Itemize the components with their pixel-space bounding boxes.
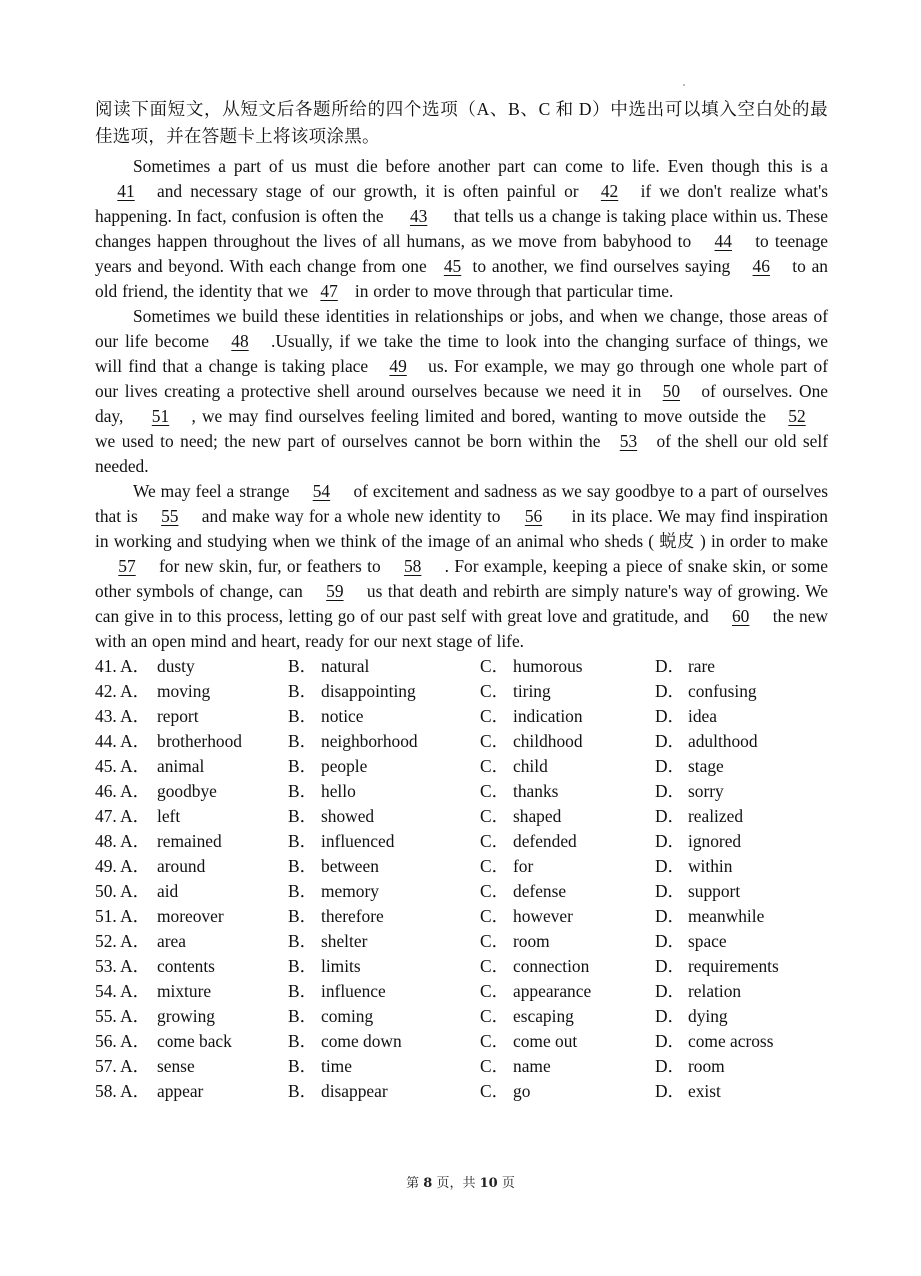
blank-42: 42	[600, 181, 619, 201]
blank-45: 45	[443, 256, 462, 276]
question-options-row	[95, 1004, 828, 1029]
option-letter-d: D．	[655, 1056, 685, 1076]
question-number: 52. A．	[95, 931, 151, 951]
question-options-row	[95, 829, 828, 854]
option-letter-b: B．	[288, 1081, 317, 1101]
option-letter-c: C．	[480, 931, 509, 951]
option-c: shaped	[513, 806, 562, 826]
option-d: dying	[688, 1006, 728, 1026]
option-d: support	[688, 881, 741, 901]
passage-text: in order to move through that particular time.	[350, 281, 674, 301]
option-b: therefore	[321, 906, 384, 926]
option-letter-c: C．	[480, 856, 509, 876]
option-letter-d: D．	[655, 831, 685, 851]
blank-44: 44	[714, 231, 732, 251]
option-letter-c: C．	[480, 756, 509, 776]
option-a: around	[157, 856, 206, 876]
option-letter-d: D．	[655, 881, 685, 901]
option-letter-c: C．	[480, 1031, 509, 1051]
question-options-row	[95, 804, 828, 829]
question-number: 50. A．	[95, 881, 151, 901]
option-letter-b: B．	[288, 706, 317, 726]
question-options-row	[95, 1054, 828, 1079]
option-c: tiring	[513, 681, 551, 701]
option-a: animal	[157, 756, 205, 776]
option-c: room	[513, 931, 550, 951]
page-number: 8	[423, 1176, 433, 1191]
option-d: confusing	[688, 681, 757, 701]
question-options-row	[95, 729, 828, 754]
passage-text: . For example, keeping a piece of snake skin, or some other symbols of change, can	[95, 556, 828, 601]
question-options-row	[95, 854, 828, 879]
passage-text: of the shell our old self needed.	[95, 431, 828, 476]
option-letter-b: B．	[288, 981, 317, 1001]
option-letter-c: C．	[480, 681, 509, 701]
option-b: between	[321, 856, 379, 876]
blank-46: 46	[752, 256, 770, 276]
option-letter-d: D．	[655, 981, 685, 1001]
option-c: appearance	[513, 981, 592, 1001]
option-letter-d: D．	[655, 806, 685, 826]
option-letter-d: D．	[655, 1081, 685, 1101]
option-letter-c: C．	[480, 781, 509, 801]
blank-53: 53	[619, 431, 638, 451]
option-c: humorous	[513, 656, 583, 676]
option-letter-b: B．	[288, 1056, 317, 1076]
option-letter-c: C．	[480, 1006, 509, 1026]
option-a: brotherhood	[157, 731, 243, 751]
blank-57: 57	[118, 556, 136, 576]
option-b: showed	[321, 806, 375, 826]
option-b: limits	[321, 956, 361, 976]
option-b: memory	[321, 881, 379, 901]
option-b: disappear	[321, 1081, 388, 1101]
question-number: 41. A．	[95, 656, 151, 676]
option-letter-d: D．	[655, 931, 685, 951]
question-options-row	[95, 1079, 828, 1104]
option-c: thanks	[513, 781, 559, 801]
option-a: appear	[157, 1081, 204, 1101]
option-letter-d: D．	[655, 1031, 685, 1051]
option-d: exist	[688, 1081, 721, 1101]
blank-41: 41	[117, 181, 135, 201]
question-options-row	[95, 979, 828, 1004]
option-letter-b: B．	[288, 781, 317, 801]
option-c: defense	[513, 881, 567, 901]
blank-49: 49	[389, 356, 407, 376]
option-d: space	[688, 931, 727, 951]
question-number: 45. A．	[95, 756, 151, 776]
option-c: child	[513, 756, 548, 776]
question-number: 53. A．	[95, 956, 151, 976]
option-b: coming	[321, 1006, 374, 1026]
option-c: childhood	[513, 731, 583, 751]
option-letter-b: B．	[288, 1006, 317, 1026]
blank-43: 43	[409, 206, 428, 226]
option-letter-d: D．	[655, 706, 685, 726]
option-c: for	[513, 856, 534, 876]
option-c: escaping	[513, 1006, 574, 1026]
option-b: shelter	[321, 931, 368, 951]
option-letter-b: B．	[288, 856, 317, 876]
option-b: people	[321, 756, 368, 776]
option-a: moreover	[157, 906, 224, 926]
blank-54: 54	[312, 481, 331, 501]
blank-55: 55	[161, 506, 179, 526]
option-letter-c: C．	[480, 956, 509, 976]
option-a: left	[157, 806, 181, 826]
page-footer: 第 8 页，共 10 页	[406, 1176, 515, 1191]
option-b: influence	[321, 981, 386, 1001]
blank-59: 59	[326, 581, 344, 601]
passage-paragraph	[95, 304, 828, 479]
passage-text: that tells us a change is taking place within us. These changes happen throughout the lives of all humans, as we move from babyhood to	[95, 206, 828, 251]
option-d: rare	[688, 656, 716, 676]
option-letter-b: B．	[288, 956, 317, 976]
question-options-row	[95, 879, 828, 904]
question-number: 51. A．	[95, 906, 151, 926]
passage-text: to teenage years and beyond. With each change from one	[95, 231, 828, 276]
option-d: sorry	[688, 781, 724, 801]
passage-text: to another, we find ourselves saying	[472, 256, 731, 276]
passage-text: Sometimes a part of us must die before another part can come to life. Even though this is a	[133, 156, 828, 176]
option-d: adulthood	[688, 731, 758, 751]
passage-text: of ourselves. One day,	[95, 381, 828, 426]
option-letter-b: B．	[288, 931, 317, 951]
passage-text: us that death and rebirth are simply nature's way of growing. We can give in to this process, letting go of our past self with great love and gratitude, and	[95, 581, 829, 626]
option-letter-b: B．	[288, 881, 317, 901]
option-b: notice	[321, 706, 364, 726]
option-letter-b: B．	[288, 1031, 317, 1051]
blank-56: 56	[524, 506, 543, 526]
question-options-row	[95, 754, 828, 779]
option-a: goodbye	[157, 781, 217, 801]
option-letter-d: D．	[655, 656, 685, 676]
question-number: 56. A．	[95, 1031, 151, 1051]
question-number: 48. A．	[95, 831, 151, 851]
question-options-row	[95, 779, 828, 804]
option-d: within	[688, 856, 733, 876]
question-options-row	[95, 679, 828, 704]
option-letter-b: B．	[288, 681, 317, 701]
passage-text: if we don't realize what's happening. In fact, confusion is often the	[95, 181, 828, 226]
option-letter-d: D．	[655, 1006, 685, 1026]
question-number: 43. A．	[95, 706, 151, 726]
option-a: moving	[157, 681, 211, 701]
option-c: come out	[513, 1031, 578, 1051]
option-letter-c: C．	[480, 981, 509, 1001]
option-letter-c: C．	[480, 881, 509, 901]
blank-52: 52	[788, 406, 806, 426]
option-letter-c: C．	[480, 831, 509, 851]
option-letter-b: B．	[288, 806, 317, 826]
passage-paragraph	[95, 154, 828, 304]
option-letter-b: B．	[288, 756, 317, 776]
question-number: 42. A．	[95, 681, 151, 701]
question-options-row	[95, 1029, 828, 1054]
option-d: relation	[688, 981, 742, 1001]
option-letter-d: D．	[655, 681, 685, 701]
question-number: 44. A．	[95, 731, 151, 751]
answer-options	[95, 654, 828, 1104]
option-b: time	[321, 1056, 352, 1076]
question-number: 55. A．	[95, 1006, 151, 1026]
option-letter-c: C．	[480, 906, 509, 926]
exam-page	[95, 96, 828, 1104]
question-number: 47. A．	[95, 806, 151, 826]
option-letter-d: D．	[655, 956, 685, 976]
stray-mark	[683, 84, 685, 86]
passage-text: in its place. We may find inspiration in working and studying when we think of the image of an animal who sheds ( 蜕皮 ) in order to make	[95, 506, 829, 551]
option-a: report	[157, 706, 199, 726]
option-letter-b: B．	[288, 731, 317, 751]
option-d: ignored	[688, 831, 742, 851]
page-total: 10	[479, 1176, 498, 1191]
option-letter-d: D．	[655, 731, 685, 751]
option-b: neighborhood	[321, 731, 418, 751]
option-d: come across	[688, 1031, 774, 1051]
question-number: 49. A．	[95, 856, 151, 876]
cloze-passage	[95, 154, 828, 654]
option-letter-d: D．	[655, 756, 685, 776]
question-options-row	[95, 904, 828, 929]
question-options-row	[95, 954, 828, 979]
blank-51: 51	[151, 406, 170, 426]
option-letter-d: D．	[655, 906, 685, 926]
option-a: remained	[157, 831, 222, 851]
option-letter-b: B．	[288, 831, 317, 851]
option-letter-d: D．	[655, 856, 685, 876]
passage-text: the new with an open mind and heart, ready for our next stage of life.	[95, 606, 828, 651]
question-number: 57. A．	[95, 1056, 151, 1076]
option-b: natural	[321, 656, 370, 676]
option-c: name	[513, 1056, 551, 1076]
passage-text: for new skin, fur, or feathers to	[159, 556, 381, 576]
passage-text: we used to need; the new part of ourselves cannot be born within the	[95, 431, 601, 451]
question-number: 58. A．	[95, 1081, 151, 1101]
option-c: indication	[513, 706, 583, 726]
option-letter-c: C．	[480, 656, 509, 676]
option-a: come back	[157, 1031, 232, 1051]
option-letter-c: C．	[480, 1056, 509, 1076]
passage-text: We may feel a strange	[133, 481, 290, 501]
question-options-row	[95, 704, 828, 729]
option-b: hello	[321, 781, 356, 801]
passage-text: and make way for a whole new identity to	[201, 506, 501, 526]
blank-60: 60	[731, 606, 750, 626]
blank-50: 50	[662, 381, 681, 401]
option-a: dusty	[157, 656, 195, 676]
option-b: influenced	[321, 831, 395, 851]
option-d: room	[688, 1056, 725, 1076]
option-d: idea	[688, 706, 717, 726]
option-letter-d: D．	[655, 781, 685, 801]
question-number: 54. A．	[95, 981, 151, 1001]
option-letter-c: C．	[480, 731, 509, 751]
passage-text: to an old friend, the identity that we	[95, 256, 828, 301]
option-letter-b: B．	[288, 906, 317, 926]
option-c: connection	[513, 956, 590, 976]
question-options-row	[95, 654, 828, 679]
passage-paragraph	[95, 479, 828, 654]
option-b: disappointing	[321, 681, 416, 701]
option-a: growing	[157, 1006, 215, 1026]
option-letter-c: C．	[480, 1081, 509, 1101]
option-c: go	[513, 1081, 531, 1101]
option-a: aid	[157, 881, 179, 901]
option-d: meanwhile	[688, 906, 765, 926]
option-letter-b: B．	[288, 656, 317, 676]
blank-47: 47	[320, 281, 338, 301]
option-a: contents	[157, 956, 215, 976]
option-d: realized	[688, 806, 744, 826]
passage-text: .Usually, if we take the time to look into the changing surface of things, we will find that a change is taking place	[95, 331, 828, 376]
passage-text: Sometimes we build these identities in relationships or jobs, and when we change, those areas of our life become	[95, 306, 828, 351]
blank-48: 48	[231, 331, 249, 351]
option-letter-c: C．	[480, 706, 509, 726]
passage-text: of excitement and sadness as we say goodbye to a part of ourselves that is	[95, 481, 828, 526]
option-a: area	[157, 931, 186, 951]
question-number: 46. A．	[95, 781, 151, 801]
option-b: come down	[321, 1031, 402, 1051]
passage-text: and necessary stage of our growth, it is often painful or	[157, 181, 579, 201]
option-c: defended	[513, 831, 577, 851]
option-letter-c: C．	[480, 806, 509, 826]
section-instructions: 阅读下面短文，从短文后各题所给的四个选项（A、B、C 和 D）中选出可以填入空白处的最佳选项，并在答题卡上将该项涂黑。	[95, 99, 828, 146]
option-c: however	[513, 906, 573, 926]
passage-text: us. For example, we may go through one whole part of our lives creating a protective shell around ourselves because we need it in	[95, 356, 828, 401]
blank-58: 58	[403, 556, 422, 576]
question-options-row	[95, 929, 828, 954]
option-a: mixture	[157, 981, 212, 1001]
passage-text: , we may find ourselves feeling limited and bored, wanting to move outside the	[191, 406, 766, 426]
option-d: stage	[688, 756, 724, 776]
option-d: requirements	[688, 956, 779, 976]
option-a: sense	[157, 1056, 195, 1076]
